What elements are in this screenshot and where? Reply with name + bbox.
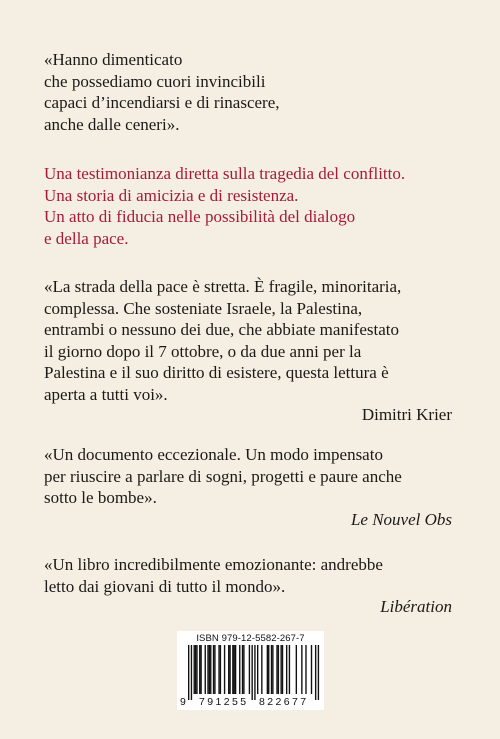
barcode-bar: [232, 645, 233, 694]
barcode-bar: [199, 645, 200, 694]
blurb-line: «La strada della pace è stretta. È fragile, minoritaria,: [44, 277, 402, 296]
blurb-line: sotto le bombe».: [44, 488, 157, 507]
barcode-bar: [229, 645, 230, 694]
blurb-line: entrambi o nessuno dei due, che abbiate manifestato: [44, 320, 399, 339]
barcode-right-digits: 822677: [259, 696, 309, 708]
barcode-bar: [296, 645, 297, 694]
barcode-bar: [272, 645, 273, 694]
barcode-bar: [249, 645, 250, 694]
blurb-line: il giorno dopo il 7 ottobre, o da due anni per la: [44, 341, 362, 361]
blurb-line: «Un documento eccezionale. Un modo impensato: [44, 445, 383, 464]
opening-quote-line: capaci d’incendiarsi e di rinascere,: [44, 93, 280, 112]
barcode-bar: [251, 645, 252, 700]
barcode-bar: [282, 645, 283, 694]
barcode-bar: [200, 645, 201, 694]
barcode-bar: [271, 645, 272, 694]
blurb-krier: [44, 276, 456, 405]
blurb-nouvel-obs: [44, 444, 456, 509]
barcode-bar: [195, 645, 196, 694]
tagline-line: e della pace.: [44, 228, 129, 248]
blurb-line: aperta a tutti voi».: [44, 384, 168, 404]
blurb-line: letto dai giovani di tutto il mondo».: [44, 576, 286, 596]
blurb-source: Libération: [380, 597, 452, 616]
barcode-left-digits: 791255: [199, 696, 249, 708]
barcode-bar: [213, 645, 214, 694]
opening-quote-line: che possediamo cuori invincibili: [44, 71, 266, 91]
barcode-bar: [209, 645, 210, 694]
blurb-line: complessa. Che sosteniate Israele, la Palestina,: [44, 298, 363, 318]
barcode-bar: [210, 645, 211, 694]
tagline-line: Una storia di amicizia e di resistenza.: [44, 185, 299, 205]
barcode-bar: [257, 645, 258, 694]
barcode-bar: [305, 645, 306, 694]
opening-quote-line: anche dalle ceneri».: [44, 114, 180, 134]
opening-quote: [44, 49, 456, 135]
tagline-line: Un atto di fiducia nelle possibilità del dialogo: [44, 207, 356, 226]
barcode-bar: [261, 645, 262, 694]
barcode-bar: [196, 645, 197, 694]
barcode-bar: [205, 645, 206, 694]
barcode-bar: [289, 645, 290, 694]
barcode-bar: [218, 645, 219, 694]
barcode-bar: [194, 645, 195, 694]
barcode-bar: [235, 645, 236, 694]
barcode-bar: [276, 645, 277, 694]
barcode-bar: [234, 645, 235, 694]
barcode-bar: [214, 645, 215, 694]
barcode-bar: [301, 645, 302, 694]
isbn-label: ISBN 979-12-5582-267-7: [196, 633, 305, 644]
barcode-bar: [188, 645, 189, 700]
barcode-bar: [315, 645, 316, 700]
isbn-barcode: [177, 631, 324, 710]
blurb-line: «Un libro incredibilmente emozionante: andrebbe: [44, 555, 383, 574]
tagline: [44, 163, 456, 249]
blurb-line: Palestina e il suo diritto di esistere, questa lettura è: [44, 363, 389, 382]
barcode-bar: [239, 645, 240, 694]
barcode-bar: [220, 645, 221, 694]
barcode-bar: [243, 645, 244, 694]
barcode-bar: [318, 645, 319, 700]
barcode-bar: [191, 645, 192, 700]
barcode-bar: [267, 645, 268, 694]
blurb-liberation: [44, 554, 456, 597]
barcode-bar: [278, 645, 279, 694]
opening-quote-line: «Hanno dimenticato: [44, 50, 183, 69]
barcode-bar: [207, 645, 208, 694]
barcode-bar: [311, 645, 312, 694]
barcode-bar: [286, 645, 287, 694]
barcode-bar: [242, 645, 243, 694]
tagline-line: Una testimonianza diretta sulla tragedia del conflitto.: [44, 164, 406, 183]
barcode-bar: [224, 645, 225, 694]
barcode-bar: [268, 645, 269, 694]
blurb-source: Dimitri Krier: [361, 405, 452, 424]
barcode-bar: [228, 645, 229, 694]
blurb-line: per riuscire a parlare di sogni, progetti e paure anche: [44, 466, 402, 486]
barcode-first-digit: 9: [180, 696, 189, 708]
barcode-bar: [254, 645, 255, 700]
barcode-bar: [280, 645, 281, 694]
blurb-source: Le Nouvel Obs: [350, 510, 452, 529]
